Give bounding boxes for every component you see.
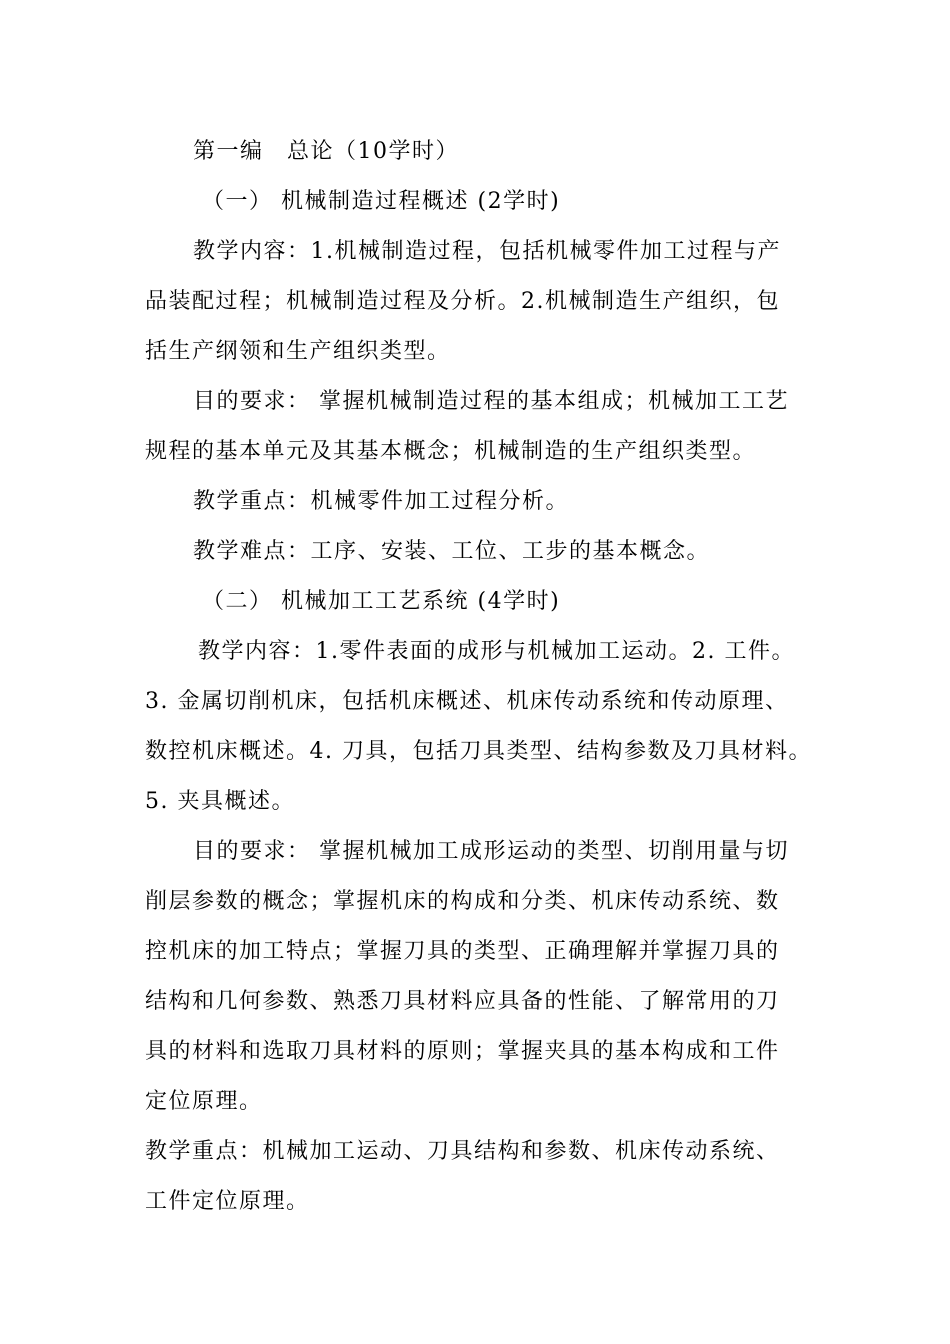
paragraph-line: 目的要求： 掌握机械制造过程的基本组成；机械加工工艺: [193, 389, 789, 414]
paragraph-line: 教学难点：工序、安装、工位、工步的基本概念。: [193, 539, 711, 564]
paragraph-line: 工件定位原理。: [145, 1189, 310, 1214]
paragraph-line: 规程的基本单元及其基本概念；机械制造的生产组织类型。: [145, 439, 757, 464]
paragraph-line: 教学重点：机械加工运动、刀具结构和参数、机床传动系统、: [145, 1139, 780, 1164]
paragraph-line: 5. 夹具概述。: [145, 789, 295, 814]
paragraph-line: 具的材料和选取刀具材料的原则；掌握夹具的基本构成和工件: [145, 1039, 780, 1064]
paragraph-line: 削层参数的概念；掌握机床的构成和分类、机床传动系统、数: [145, 889, 780, 914]
paragraph-line: 控机床的加工特点；掌握刀具的类型、正确理解并掌握刀具的: [145, 939, 780, 964]
chapter-heading: （二） 机械加工工艺系统 (4学时): [202, 589, 561, 614]
paragraph-line: 目的要求： 掌握机械加工成形运动的类型、切削用量与切: [193, 839, 789, 864]
paragraph-line: 定位原理。: [145, 1089, 263, 1114]
paragraph-line: 教学内容：1.零件表面的成形与机械加工运动。2. 工件。: [198, 639, 795, 664]
paragraph-line: 3. 金属切削机床，包括机床概述、机床传动系统和传动原理、: [145, 689, 789, 714]
chapter-heading: （一） 机械制造过程概述 (2学时): [202, 189, 561, 214]
paragraph-line: 教学重点：机械零件加工过程分析。: [193, 489, 570, 514]
part-heading: 第一编 总论（10学时）: [193, 139, 459, 164]
paragraph-line: 括生产纲领和生产组织类型。: [145, 339, 451, 364]
paragraph-line: 教学内容：1.机械制造过程，包括机械零件加工过程与产: [193, 239, 781, 264]
paragraph-line: 结构和几何参数、熟悉刀具材料应具备的性能、了解常用的刀: [145, 989, 780, 1014]
paragraph-line: 数控机床概述。4. 刀具，包括刀具类型、结构参数及刀具材料。: [145, 739, 812, 764]
paragraph-line: 品装配过程；机械制造过程及分析。2.机械制造生产组织，包: [145, 289, 780, 314]
